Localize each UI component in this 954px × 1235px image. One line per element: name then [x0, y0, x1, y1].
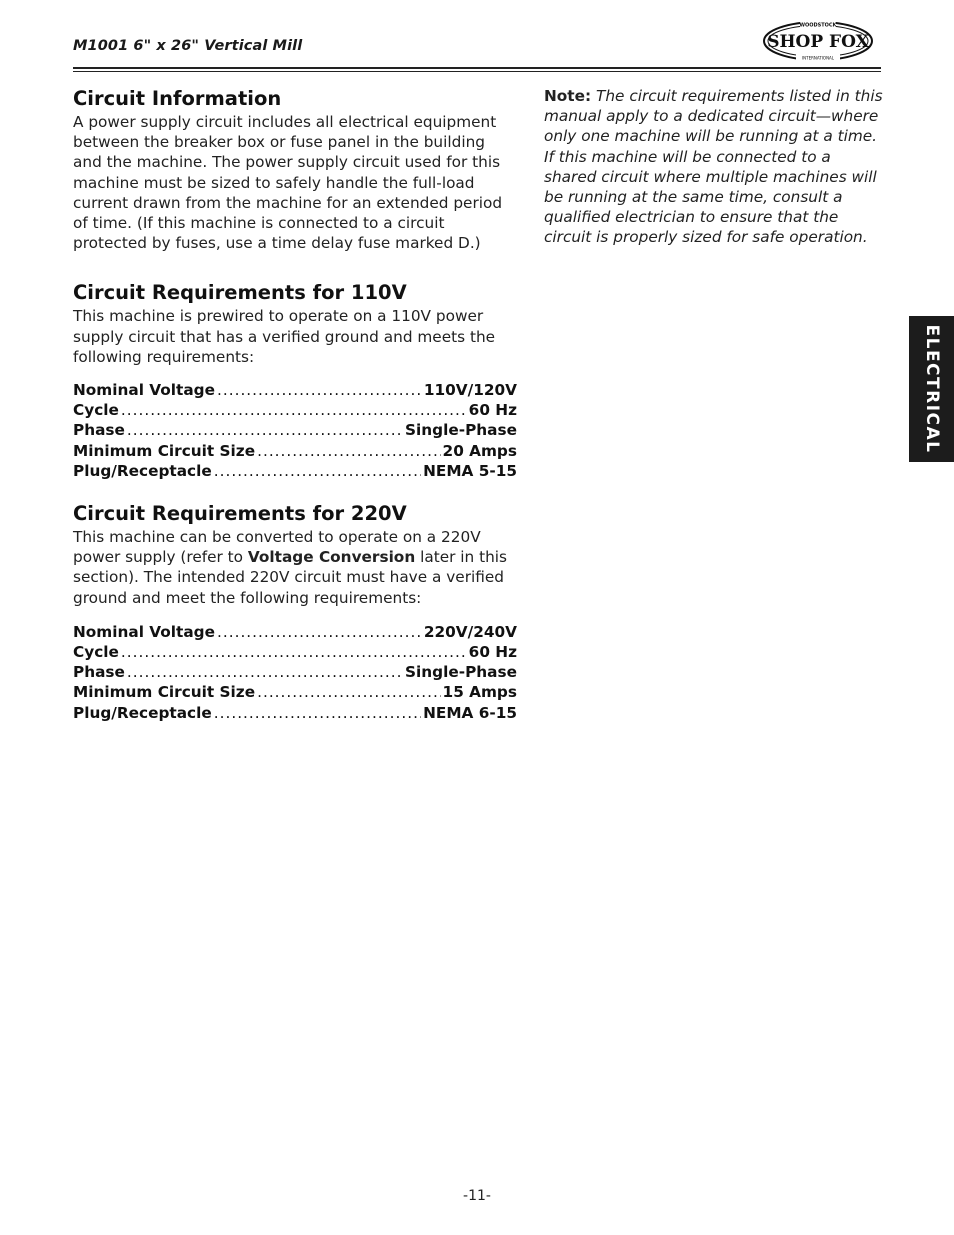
svg-text:INTERNATIONAL: INTERNATIONAL	[801, 55, 835, 61]
spec-row	[73, 461, 517, 481]
spec-label: Minimum Circuit Size	[73, 683, 256, 702]
spec-value: Single-Phase	[405, 663, 517, 682]
spec-row	[73, 380, 517, 400]
spec-label: Phase	[73, 421, 125, 440]
svg-text:WOODSTOCK: WOODSTOCK	[799, 22, 837, 29]
spec-value: 20 Amps	[442, 441, 517, 460]
spec-value: 110V/120V	[423, 381, 517, 400]
spec-value: 60 Hz	[468, 401, 517, 420]
spec-value: 220V/240V	[423, 622, 517, 641]
spec-label: Cycle	[73, 401, 119, 420]
spec-label: Nominal Voltage	[73, 381, 215, 400]
left-column	[73, 86, 517, 723]
spec-row	[73, 703, 517, 723]
spec-row	[73, 400, 517, 420]
spec-row	[73, 420, 517, 440]
page-number: -11-	[463, 1188, 491, 1204]
spec-value: NEMA 5-15	[423, 461, 517, 480]
spec-label: Cycle	[73, 643, 119, 662]
spec-row	[73, 622, 517, 642]
spec-row	[73, 662, 517, 682]
circuit-220v-heading: Circuit Requirements for 220V	[73, 502, 407, 526]
spec-label: Minimum Circuit Size	[73, 441, 256, 460]
note-text: The circuit requirements listed in this manual apply to a dedicated circuit—where only one machine will be running at a time. If this machine will be connected to a shared circuit where multiple machines will be running at the same time, consult a qualified electrician to ensure that the circuit is properly sized for safe operation.	[544, 87, 883, 247]
spec-value: 60 Hz	[468, 643, 517, 662]
spec-list-220v	[73, 622, 517, 723]
note-paragraph	[544, 86, 884, 248]
right-column	[544, 86, 884, 248]
header-rule-thick	[73, 67, 881, 69]
circuit-110v-body: This machine is prewired to operate on a 110V power supply circuit that has a verified ground and meets the following requirements:	[73, 307, 496, 366]
circuit-information-body: A power supply circuit includes all electrical equipment between the breaker box or fuse panel in the building and the machine. The power supply circuit used for this machine must be sized to safely handle the full-load current drawn from the machine for an extended period of time. (If this machine is connected to a circuit protected by fuses, use a time delay fuse marked D.)	[73, 113, 503, 253]
spec-row	[73, 441, 517, 461]
shop-fox-logo	[762, 18, 874, 64]
manual-title: M1001 6" x 26" Vertical Mill	[73, 38, 303, 54]
circuit-information-heading: Circuit Information	[73, 87, 282, 110]
note-label: Note:	[544, 87, 592, 105]
spec-value: 15 Amps	[442, 683, 517, 702]
spec-list-110v	[73, 380, 517, 481]
svg-text:SHOP FOX: SHOP FOX	[767, 32, 869, 52]
circuit-110v-heading: Circuit Requirements for 110V	[73, 281, 407, 305]
spec-label: Plug/Receptacle	[73, 461, 212, 480]
spec-label: Phase	[73, 663, 125, 682]
section-tab-label: ELECTRICAL	[921, 324, 942, 454]
spec-label: Plug/Receptacle	[73, 703, 212, 722]
circuit-110v-section	[73, 280, 517, 481]
spec-value: NEMA 6-15	[423, 703, 517, 722]
spec-label: Nominal Voltage	[73, 622, 215, 641]
spec-value: Single-Phase	[405, 421, 517, 440]
circuit-information-section	[73, 86, 517, 253]
spec-row	[73, 682, 517, 702]
circuit-220v-section	[73, 501, 517, 723]
spec-row	[73, 642, 517, 662]
header-rule-thin	[73, 71, 881, 72]
voltage-conversion-reference: Voltage Conversion	[247, 548, 416, 567]
circuit-220v-body: This machine can be converted to operate on a 220V power supply (refer to Voltage Conversion later in this section). The intended 220V circuit must have a verified ground and meet the following requirements:	[73, 528, 507, 607]
section-tab-electrical	[909, 316, 954, 462]
